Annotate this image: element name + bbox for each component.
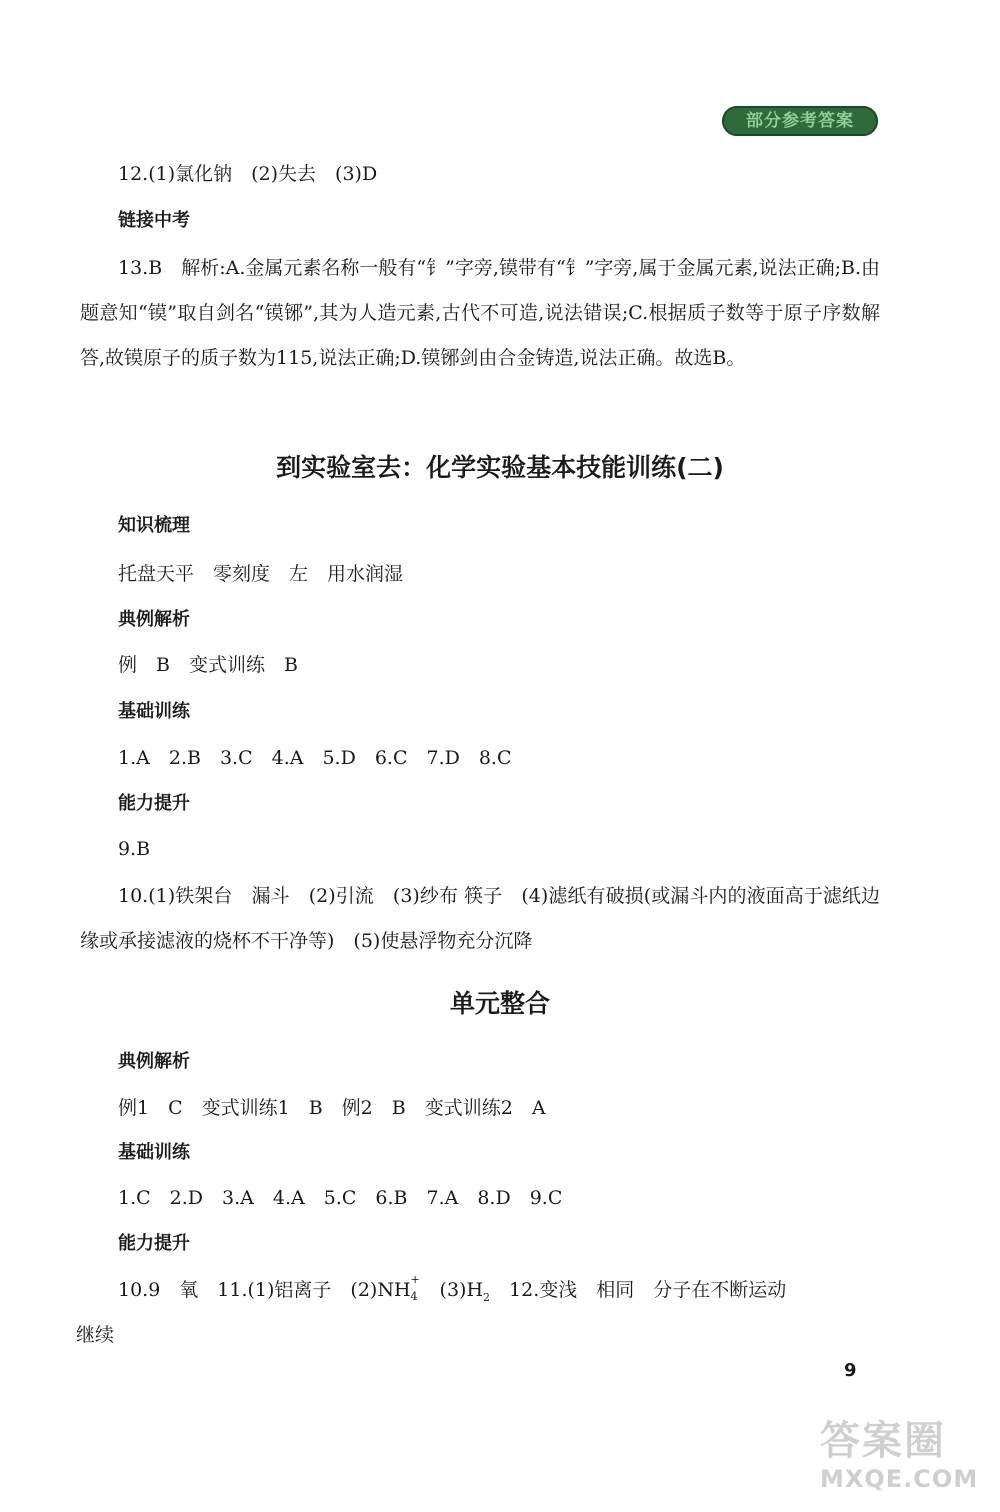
heading-example: 典例解析 [118,609,190,630]
answer-basic: 1.A 2.B 3.C 4.A 5.D 6.C 7.D 8.C [118,747,512,769]
ammonium-charge: + [410,1273,420,1286]
page-number: 9 [844,1360,857,1381]
section-title-lab: 到实验室去：化学实验基本技能训练(二) [276,453,724,482]
heading-link-exam: 链接中考 [118,210,190,231]
heading-example-2: 典例解析 [118,1051,190,1072]
answer-q9: 9.B [118,838,151,860]
heading-basic-2: 基础训练 [118,1142,190,1163]
answer-example-2: 例1 C 变式训练1 B 例2 B 变式训练2 A [118,1097,546,1119]
answer-knowledge: 托盘天平 零刻度 左 用水润湿 [118,563,404,585]
answer-q10-12 [118,1273,787,1311]
answer-q10-12-part2: (3)H [420,1279,484,1301]
answer-section-badge: 部分参考答案 [722,106,878,136]
answer-basic-2: 1.C 2.D 3.A 4.A 5.C 6.B 7.A 8.D 9.C [118,1187,563,1209]
heading-ability-2: 能力提升 [118,1233,190,1254]
answer-q10-12-part1: 10.9 氧 11.(1)铝离子 (2)NH [118,1279,411,1301]
answer-example: 例 B 变式训练 B [118,654,298,676]
answer-q10: 10.(1)铁架台 漏斗 (2)引流 (3)纱布 筷子 (4)滤纸有破损(或漏斗内的液面高于滤纸边缘或承接滤液的烧杯不干净等) (5)使悬浮物充分沉降 [80,885,880,952]
ammonium-subscript: 4 [410,1290,418,1303]
heading-ability: 能力提升 [118,793,190,814]
answer-q13: 13.B 解析:A.金属元素名称一般有“钅”字旁,镆带有“钅”字旁,属于金属元素,说法正确;B.由题意知“镆”取自剑名“镆铘”,其为人造元素,古代不可造,说法错误;C.根据质子数等于原子序数解答,故镆原子的质子数为115,说法正确;D.镆铘剑由合金铸造,说法正确。故选B。 [80,257,880,369]
answer-q10-12-part3: 12.变浅 相同 分子在不断运动 [490,1279,787,1301]
hydrogen-subscript: 2 [483,1290,491,1304]
continue-text: 继续 [76,1324,115,1346]
watermark-url: MXQE.COM [820,1465,979,1493]
heading-basic: 基础训练 [118,701,190,722]
answer-q12: 12.(1)氯化钠 (2)失去 (3)D [118,163,378,185]
heading-knowledge: 知识梳理 [118,515,190,536]
watermark-logo: 答案圈 [820,1418,946,1464]
section-title-unit: 单元整合 [449,989,550,1018]
watermark [820,1418,995,1504]
